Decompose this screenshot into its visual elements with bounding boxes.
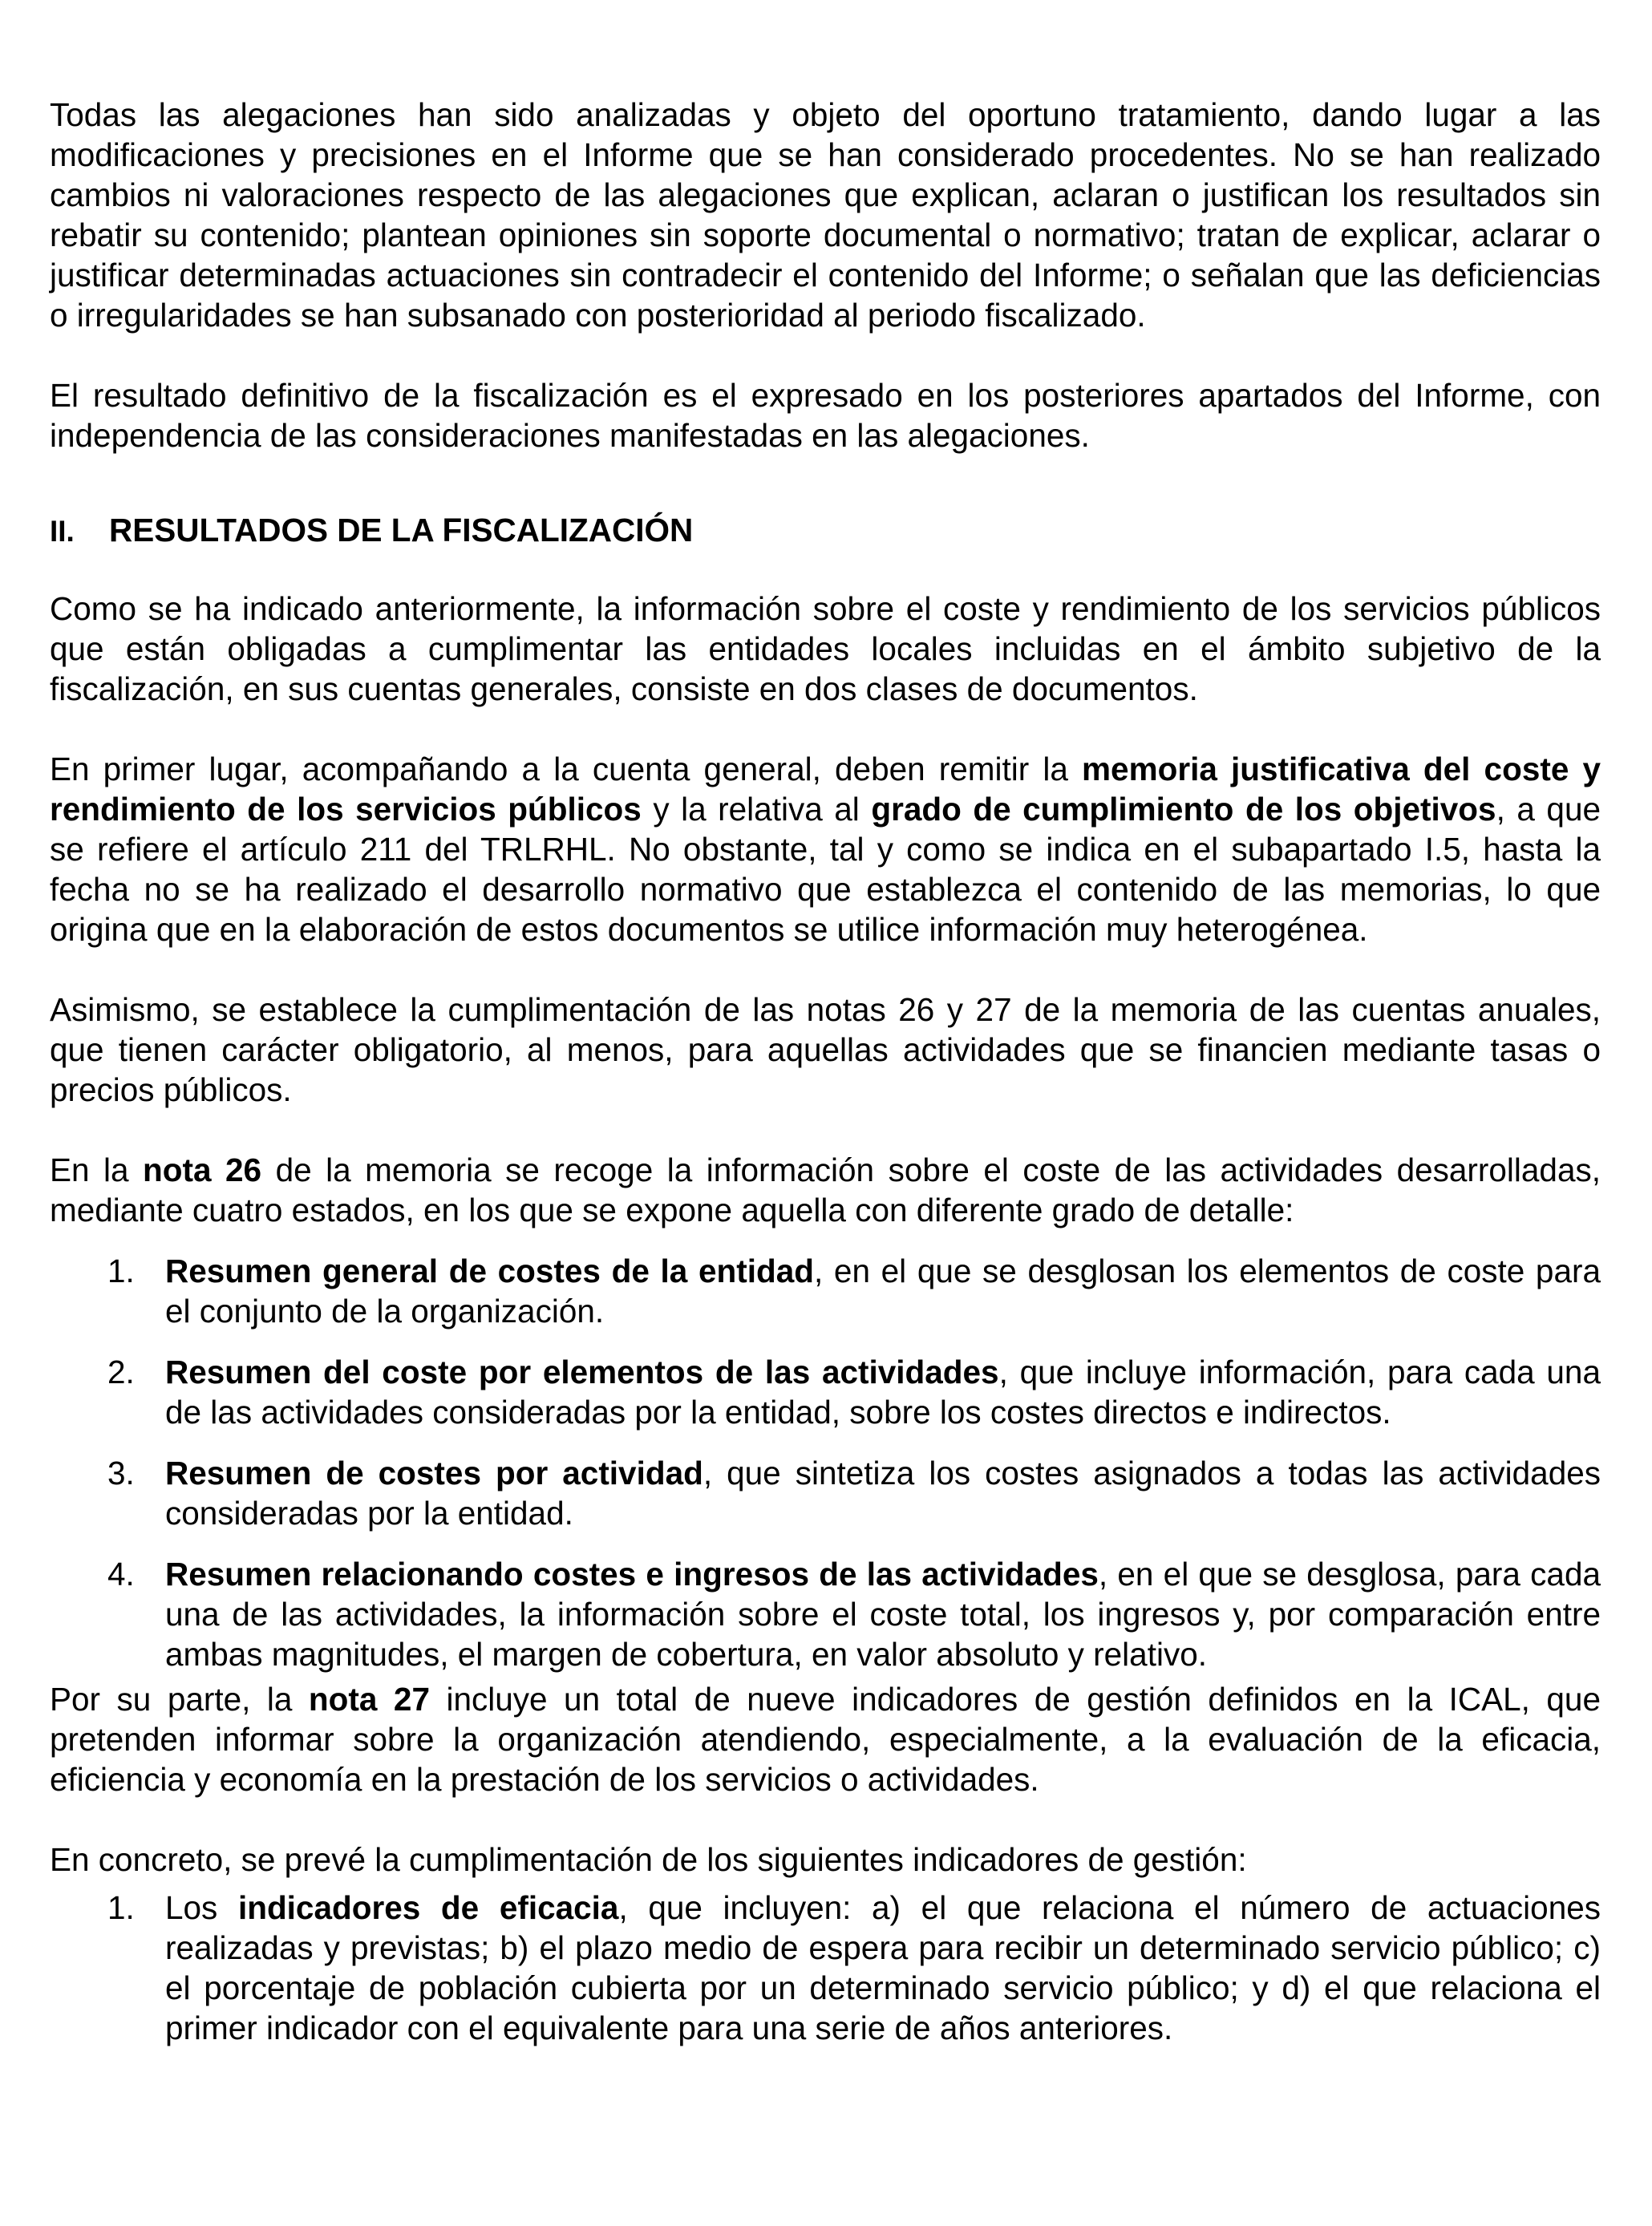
list-item-prefix: Los (165, 1889, 238, 1926)
paragraph-informacion-coste: Como se ha indicado anteriormente, la información sobre el coste y rendimiento de los servicios públicos que están obligadas a cumplimentar las entidades locales incluidas en el ámbito subjetivo de la fiscalización, en sus cuentas generales, consiste en dos clases de documentos. (50, 590, 1601, 707)
p6-text-2: de la memoria se recoge la información sobre el coste de las actividades desarrolladas, mediante cuatro estados, en los que se expone aquella con diferente grado de detalle: (50, 1151, 1601, 1228)
list-item-number: 1. (107, 1889, 135, 1926)
list-item-text: , que incluye información, para cada una de las actividades consideradas por la entidad, sobre los costes directos e indirectos. (165, 1354, 1601, 1431)
section-title: RESULTADOS DE LA FISCALIZACIÓN (109, 512, 694, 548)
paragraph-resultado-definitivo: El resultado definitivo de la fiscalización es el expresado en los posteriores apartados del Informe, con independencia de las consideraciones manifestadas en las alegaciones. (50, 377, 1601, 454)
section-number: II. (50, 515, 75, 548)
p7-text-1: Por su parte, la (50, 1681, 309, 1718)
p7-text-2: incluye un total de nueve indicadores de gestión definidos en la ICAL, que pretenden informar sobre la organización atendiendo, especialmente, a la evaluación de la eficacia, eficiencia y economía en la prestación de los servicios o actividades. (50, 1681, 1601, 1798)
paragraph-memoria-justificativa (50, 749, 1601, 949)
list-item (50, 1453, 1601, 1533)
list-item-text: , en el que se desglosan los elementos de coste para el conjunto de la organización. (165, 1253, 1601, 1330)
nota-26-list (50, 1251, 1601, 1674)
list-item-number: 3. (107, 1455, 135, 1491)
list-item-bold: Resumen relacionando costes e ingresos de las actividades (165, 1556, 1099, 1593)
paragraph-indicadores-intro: En concreto, se prevé la cumplimentación de los siguientes indicadores de gestión: (50, 1841, 1247, 1878)
paragraph-nota-27 (50, 1679, 1601, 1799)
list-item-number: 4. (107, 1556, 135, 1593)
paragraph-nota-26 (50, 1150, 1601, 1230)
paragraph-alegaciones: Todas las alegaciones han sido analizadas y objeto del oportuno tratamiento, dando lugar a las modificaciones y precisiones en el Informe que se han considerado procedentes. No se han realizado cambios ni valoraciones respecto de las alegaciones que explican, aclaran o justifican los resultados sin rebatir su contenido; plantean opiniones sin soporte documental o normativo; tratan de explicar, aclarar o justificar determinadas actuaciones sin contradecir el contenido del Informe; o señalan que las deficiencias o irregularidades se han subsanado con posterioridad al periodo fiscalizado. (50, 96, 1601, 334)
list-item-bold: Resumen del coste por elementos de las actividades (165, 1354, 999, 1390)
list-item (50, 1352, 1601, 1432)
list-item-text: , que sintetiza los costes asignados a todas las actividades consideradas por la entidad. (165, 1455, 1601, 1532)
list-item-bold: Resumen de costes por actividad (165, 1455, 703, 1491)
section-heading (50, 510, 1601, 552)
p4-text-1: En primer lugar, acompañando a la cuenta general, deben remitir la (50, 751, 1083, 787)
p7-bold-1: nota 27 (308, 1681, 430, 1718)
list-item-bold: Resumen general de costes de la entidad (165, 1253, 814, 1289)
list-item (50, 1251, 1601, 1331)
document-page (50, 95, 1601, 2053)
p4-text-2: y la relativa al (641, 791, 872, 828)
p6-bold-1: nota 26 (143, 1151, 262, 1188)
p4-bold-1: memoria justificativa del coste y rendimiento de los servicios públicos (50, 751, 1601, 828)
list-item-text: , que incluyen: a) el que relaciona el número de actuaciones realizadas y previstas; b) el plazo medio de espera para recibir un determinado servicio público; c) el porcentaje de población cubierta por un determinado servicio público; y d) el que relaciona el primer indicador con el equivalente para una serie de años anteriores. (165, 1889, 1601, 2046)
paragraph-notas-26-27: Asimismo, se establece la cumplimentación de las notas 26 y 27 de la memoria de las cuentas anuales, que tienen carácter obligatorio, al menos, para aquellas actividades que se financien mediante tasas o precios públicos. (50, 991, 1601, 1108)
list-item-text: , en el que se desglosa, para cada una de las actividades, la información sobre el coste total, los ingresos y, por comparación entre ambas magnitudes, el margen de cobertura, en valor absoluto y relativo. (165, 1556, 1601, 1673)
p4-text-3: , a que se refiere el artículo 211 del TRLRHL. No obstante, tal y como se indica en el subapartado I.5, hasta la fecha no se ha realizado el desarrollo normativo que establezca el contenido de las memorias, lo que origina que en la elaboración de estos documentos se utilice información muy heterogénea. (50, 791, 1601, 948)
list-item-bold: indicadores de eficacia (237, 1889, 619, 1926)
p6-text-1: En la (50, 1151, 144, 1188)
list-item (50, 1888, 1601, 2048)
p4-bold-2: grado de cumplimiento de los objetivos (871, 791, 1496, 828)
list-item-number: 1. (107, 1253, 135, 1289)
indicadores-list (50, 1888, 1601, 2048)
list-item-number: 2. (107, 1354, 135, 1390)
list-item (50, 1554, 1601, 1674)
